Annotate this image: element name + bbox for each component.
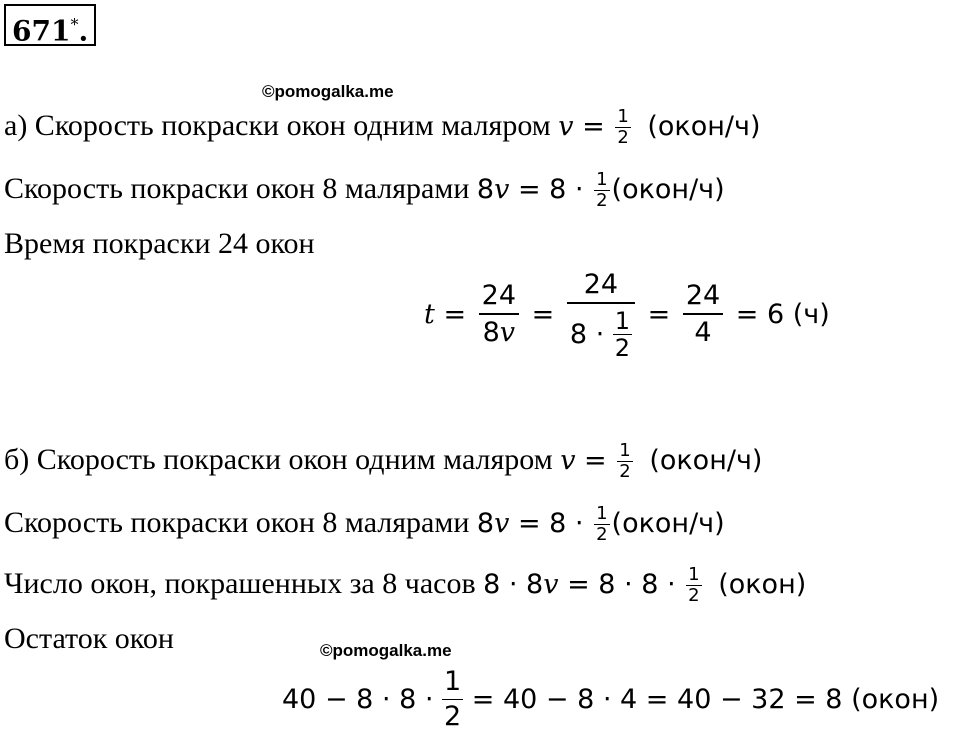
equation	[560, 440, 643, 482]
formula-prefix: 40 − 8 ⋅ 8 ⋅	[282, 684, 442, 715]
fraction	[442, 665, 463, 734]
line-text: а) Скорость покраски окон одним маляром	[4, 109, 551, 142]
numerator: 1	[688, 564, 700, 585]
numerator: 1	[442, 665, 463, 700]
part-b-line-1	[4, 441, 762, 482]
denominator: 2	[688, 585, 700, 606]
variable-v: v	[560, 445, 576, 476]
unit: (окон)	[851, 684, 940, 715]
numerator: 1	[617, 106, 629, 127]
coefficient: 8 ⋅ 8	[483, 569, 544, 600]
equation	[476, 169, 725, 211]
inner-fraction	[613, 308, 632, 361]
equals: =	[639, 299, 679, 330]
numerator: 1	[619, 440, 631, 461]
unit: (окон/ч)	[611, 508, 725, 539]
denominator-prefix: 8 ⋅	[569, 319, 613, 350]
denominator: 2	[619, 461, 631, 482]
watermark: ©pomogalka.me	[262, 82, 394, 101]
denominator	[479, 315, 519, 351]
denominator: 2	[614, 334, 631, 362]
line-text: Число окон, покрашенных за 8 часов	[4, 567, 476, 600]
problem-number-box	[4, 4, 96, 46]
variable-v: v	[494, 174, 510, 205]
line-text: Скорость покраски окон 8 малярами	[4, 172, 470, 205]
variable-t: t	[424, 299, 435, 330]
variable-v: v	[499, 316, 516, 348]
line-text: Скорость покраски окон 8 малярами	[4, 506, 470, 539]
coefficient: 8	[476, 174, 495, 205]
part-a-line-2	[4, 170, 725, 211]
denominator: 2	[596, 190, 608, 211]
part-b-line-3	[4, 565, 806, 606]
part-a-line-1	[4, 107, 761, 148]
numerator: 24	[683, 279, 723, 315]
equation	[558, 106, 641, 148]
numerator: 1	[596, 169, 608, 190]
numerator: 24	[479, 279, 519, 315]
equals: = 8 ⋅	[509, 508, 593, 539]
denominator: 4	[694, 316, 712, 348]
equals: = 8 ⋅ 8 ⋅	[558, 569, 685, 600]
unit: (окон/ч)	[647, 111, 761, 142]
part-b-line-4: Остаток окон	[4, 622, 174, 655]
formula-rest: = 40 − 8 ⋅ 4 = 40 − 32 = 8	[463, 684, 852, 715]
denominator: 2	[444, 701, 462, 732]
numerator: 1	[596, 503, 608, 524]
part-b-formula	[282, 665, 939, 734]
line-text: б) Скорость покраски окон одним маляром	[4, 443, 553, 476]
equals: =	[575, 445, 616, 476]
equals: =	[434, 299, 475, 330]
watermark: ©pomogalka.me	[320, 641, 452, 660]
result: = 6 (ч)	[727, 299, 830, 330]
equals: =	[573, 111, 614, 142]
coefficient: 8	[482, 316, 500, 348]
variable-v: v	[543, 569, 559, 600]
equals: =	[523, 299, 563, 330]
part-b-line-2	[4, 504, 725, 545]
variable-v: v	[494, 508, 510, 539]
denominator: 2	[596, 524, 608, 545]
problem-star: *	[70, 15, 79, 34]
fraction	[615, 107, 630, 148]
denominator: 2	[617, 127, 629, 148]
fraction-2	[567, 268, 635, 361]
fraction	[617, 441, 632, 482]
unit: (окон/ч)	[649, 445, 763, 476]
equation	[476, 503, 725, 545]
fraction	[594, 504, 609, 545]
fraction	[594, 170, 609, 211]
fraction-3	[683, 279, 723, 351]
fraction	[686, 565, 701, 606]
equation	[483, 564, 712, 606]
coefficient: 8	[476, 508, 495, 539]
problem-dot: .	[78, 14, 89, 48]
variable-v: v	[558, 111, 574, 142]
numerator: 1	[614, 307, 631, 335]
part-a-line-3: Время покраски 24 окон	[4, 227, 315, 260]
equals: = 8 ⋅	[509, 174, 593, 205]
fraction-1	[479, 279, 519, 351]
problem-number: 671	[12, 14, 71, 48]
unit: (окон/ч)	[611, 174, 725, 205]
part-a-formula	[424, 268, 830, 361]
numerator: 24	[567, 268, 635, 304]
unit: (окон)	[718, 569, 807, 600]
denominator	[567, 304, 635, 361]
